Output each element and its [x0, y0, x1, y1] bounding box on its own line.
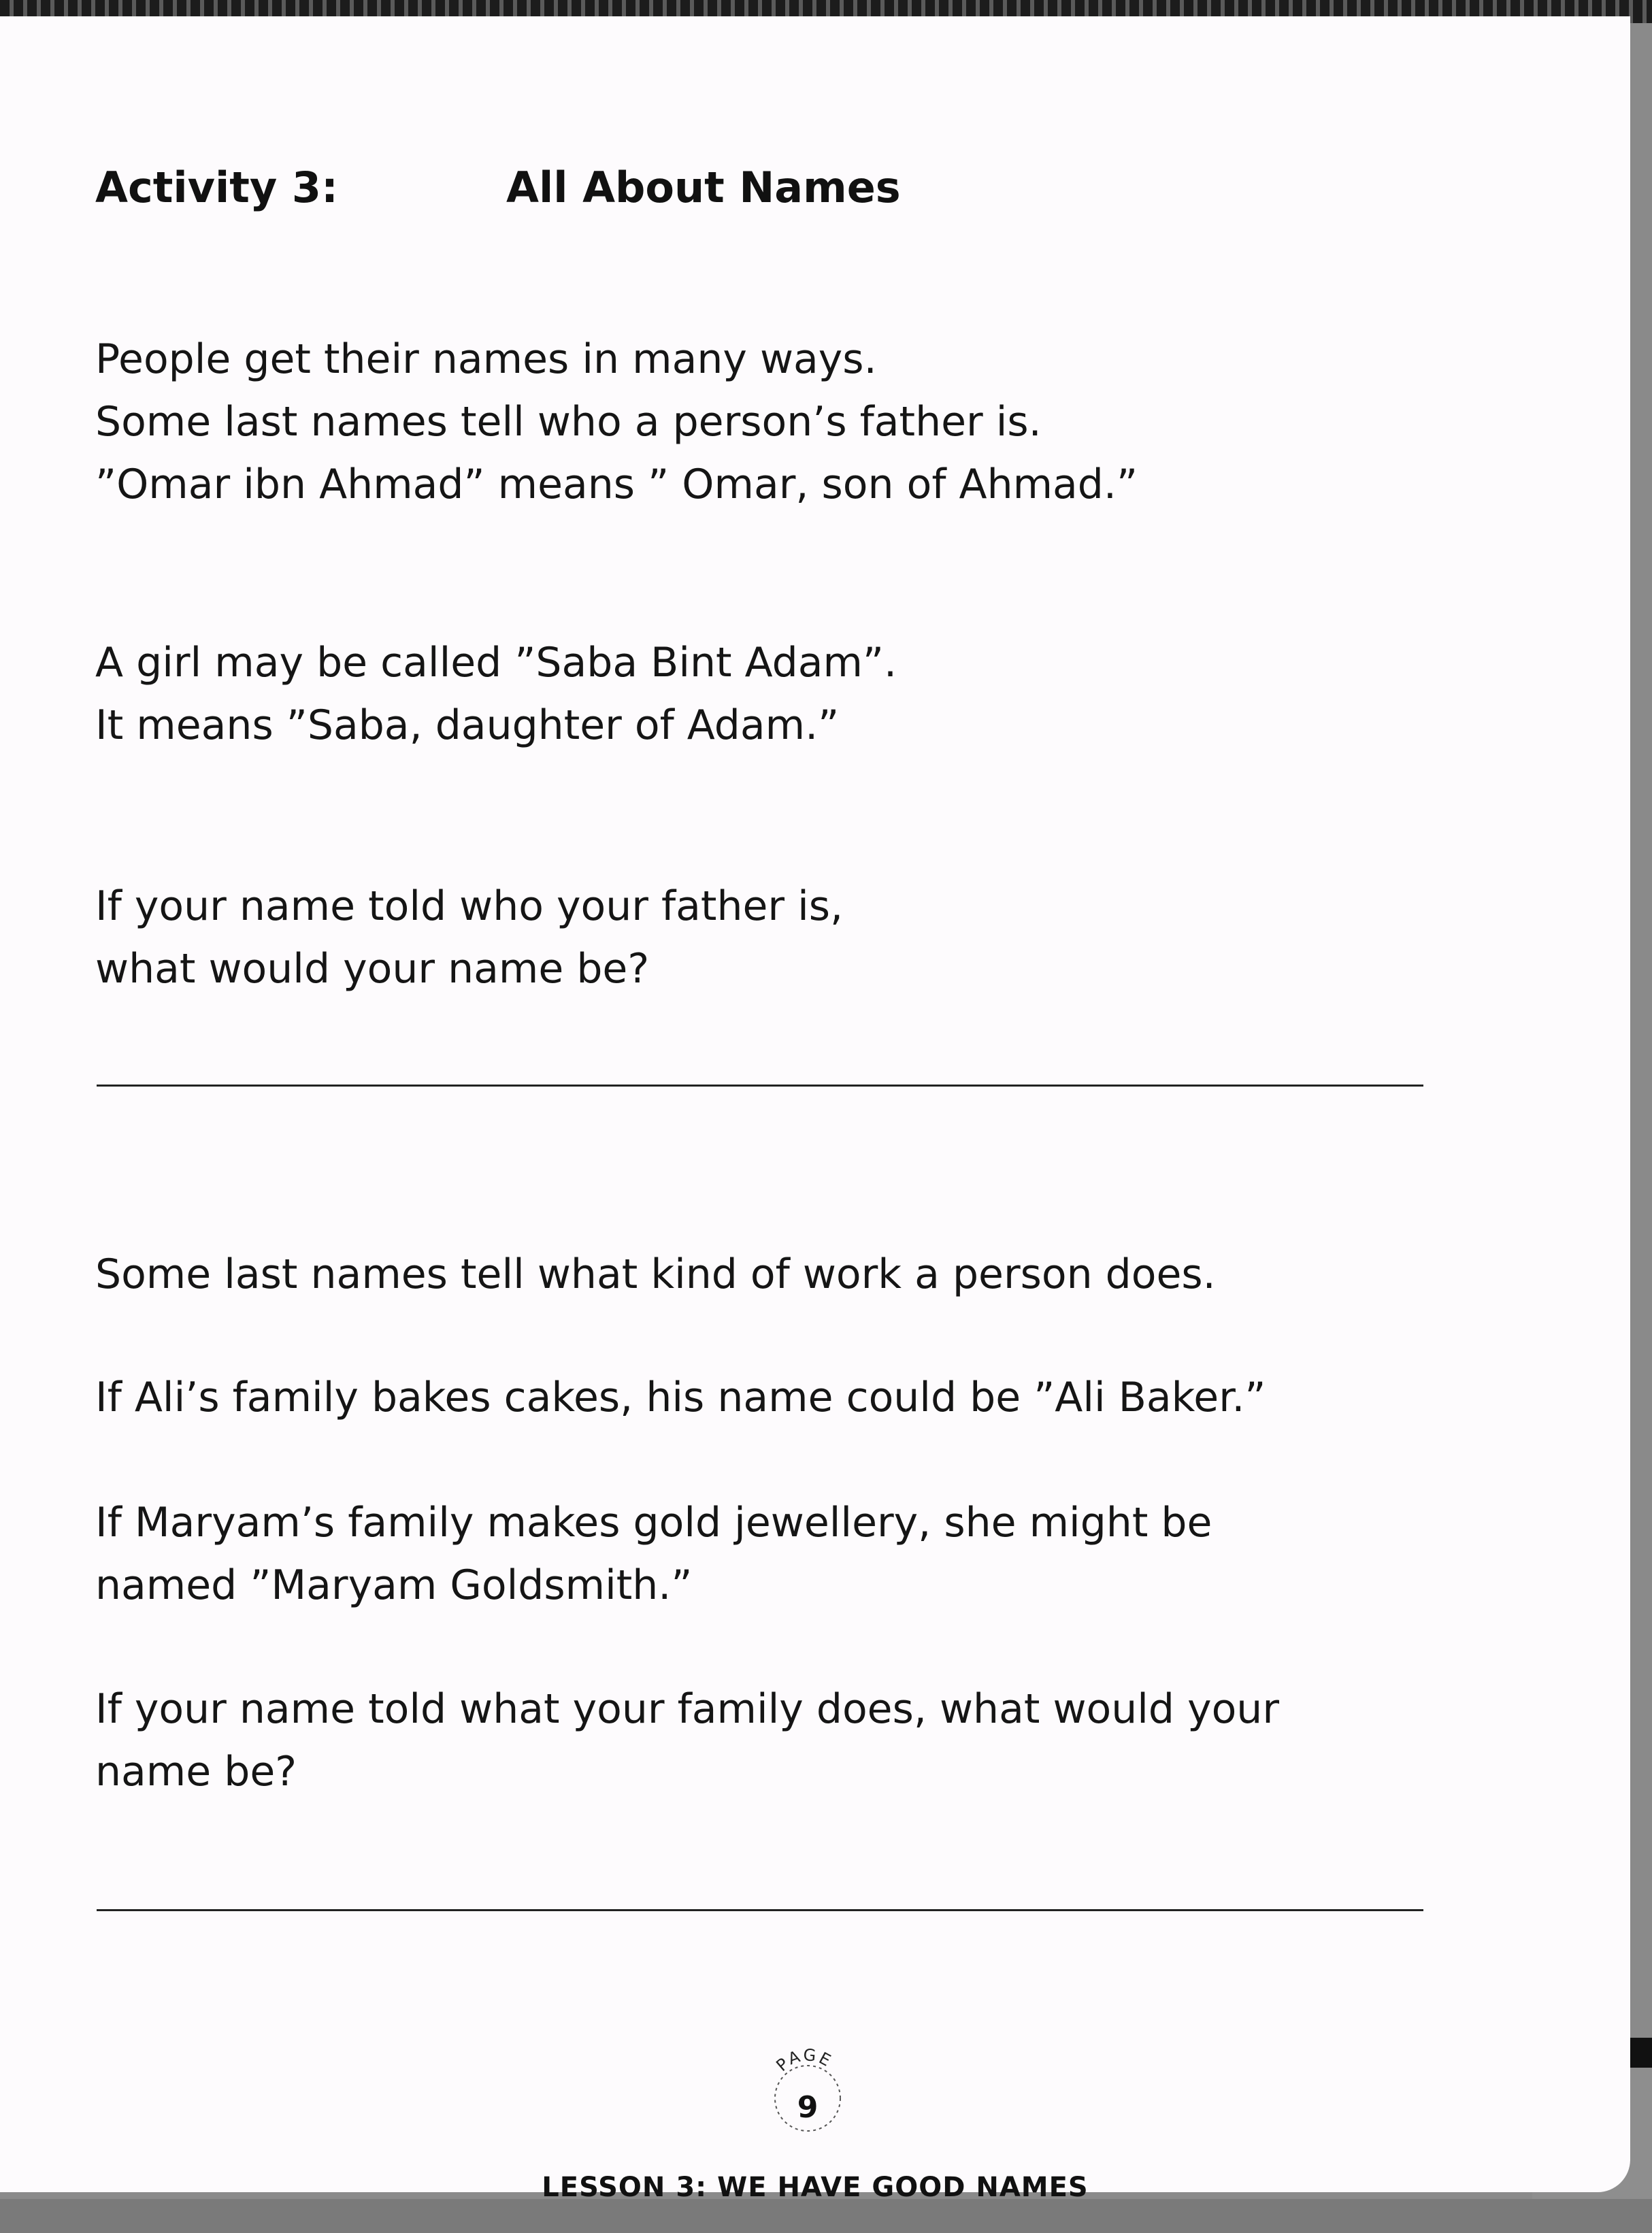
intro-paragraph: [95, 328, 1138, 516]
daughter-paragraph: [95, 631, 897, 757]
intro-line: People get their names in many ways.: [95, 335, 877, 383]
activity-title: All About Names: [506, 163, 901, 212]
intro-line: Some last names tell who a person’s father is.: [95, 398, 1042, 446]
family-question-line: name be?: [95, 1748, 297, 1796]
family-answer-line[interactable]: [97, 1909, 1423, 1911]
worksheet-page: [0, 16, 1630, 2203]
father-question: [95, 875, 843, 1000]
maryam-line: If Maryam’s family makes gold jewellery, she might be: [95, 1499, 1212, 1546]
bottom-scan-border: [0, 2199, 1652, 2233]
ali-example: If Ali’s family bakes cakes, his name could be ”Ali Baker.”: [95, 1374, 1266, 1421]
father-question-line: If your name told who your father is,: [95, 882, 844, 930]
page-badge-word: PAGE: [772, 2045, 836, 2076]
intro-line: ”Omar ibn Ahmad” means ” Omar, son of Ahmad.”: [95, 461, 1138, 508]
lesson-footer: LESSON 3: WE HAVE GOOD NAMES: [542, 2172, 1089, 2203]
family-question: [95, 1678, 1279, 1803]
daughter-line: A girl may be called ”Saba Bint Adam”.: [95, 639, 897, 687]
family-question-line: If your name told what your family does, what would your: [95, 1685, 1279, 1733]
father-question-line: what would your name be?: [95, 945, 650, 993]
activity-number: Activity 3:: [95, 163, 338, 212]
page-number: 9: [797, 2090, 819, 2125]
maryam-line: named ”Maryam Goldsmith.”: [95, 1561, 693, 1609]
daughter-line: It means ”Saba, daughter of Adam.”: [95, 701, 840, 749]
father-answer-line[interactable]: [97, 1085, 1423, 1087]
work-intro: Some last names tell what kind of work a person does.: [95, 1251, 1216, 1298]
maryam-example: [95, 1491, 1212, 1617]
